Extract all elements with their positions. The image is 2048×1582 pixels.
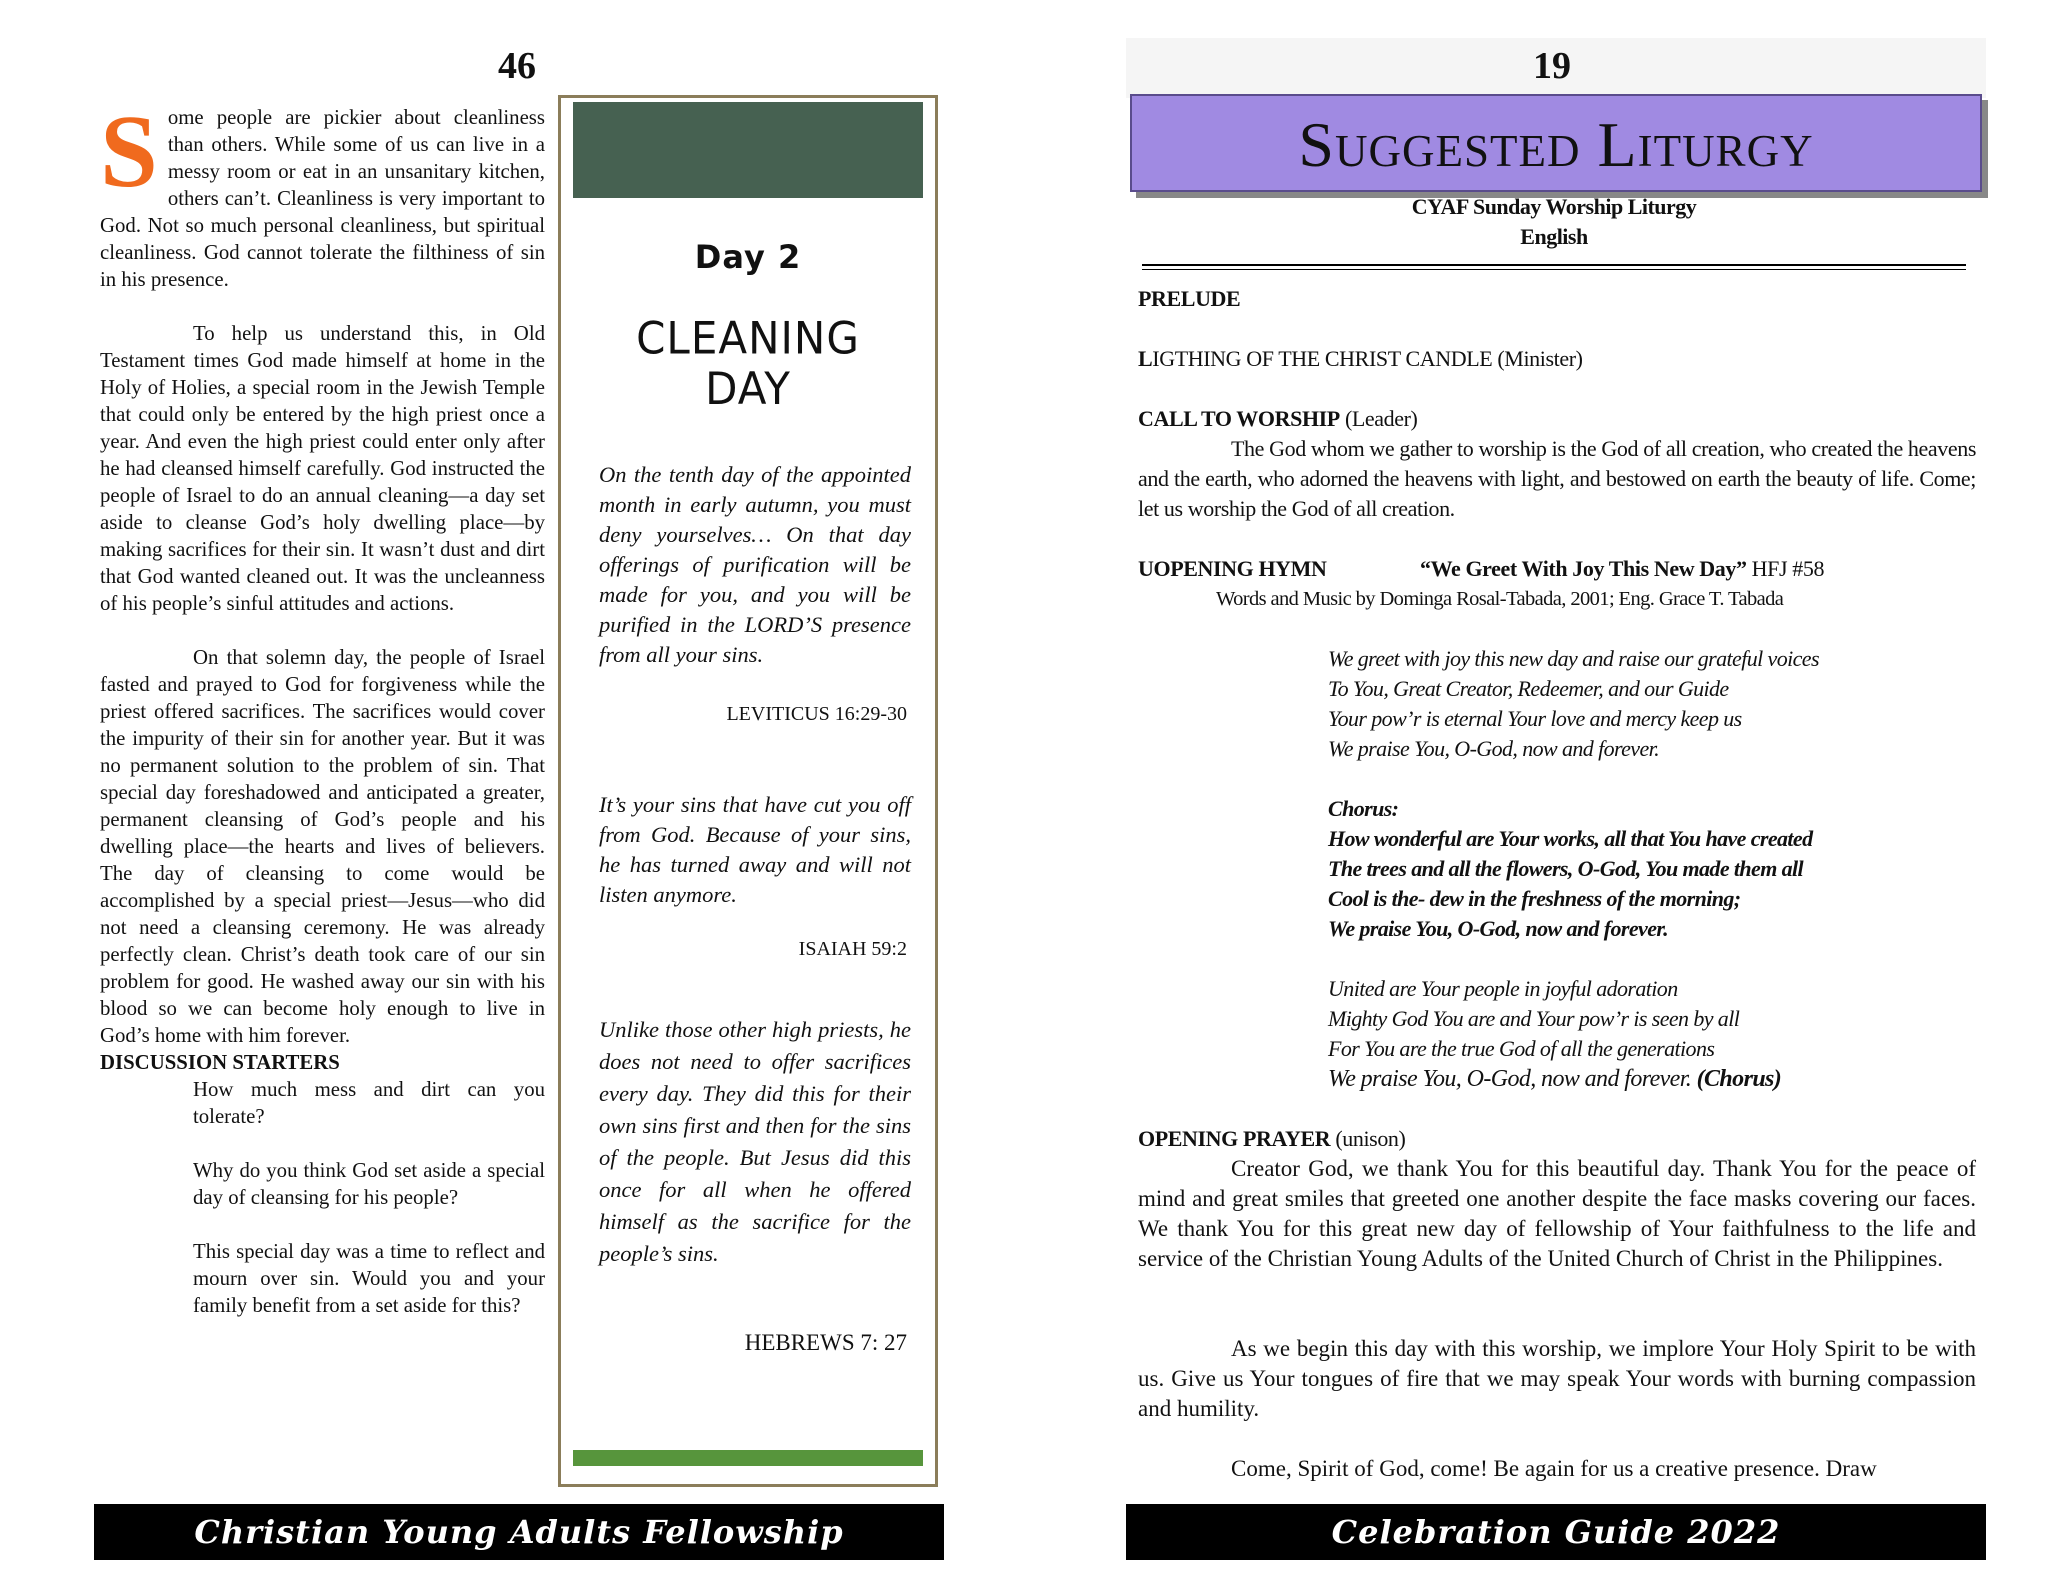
prelude-heading: PRELUDE (1138, 286, 1241, 311)
article-paragraph: To help us understand this, in Old Testament times God made himself at home in the Holy of Holies, a special room in the Jewish Temple that could only be entered by the high priest once a year. And even the high priest could enter only after he had cleansed himself carefully. God instructed the people of Israel to do an annual cleaning—a day set aside to cleanse God’s holy dwelling place—by making sacrifices for their sin. It wasn’t dust and dirt that God wanted cleaned out. It was the uncleanness of his people’s sinful attitudes and actions. (100, 322, 545, 615)
lyric-line: We praise You, O-God, now and forever. (1328, 916, 1669, 941)
prayer-paragraph: As we begin this day with this worship, we implore Your Holy Spirit to be with us. Give us Your tongues of fire that we may speak Your words with burning compassion and humility. (1138, 1336, 1976, 1421)
scripture-reference: LEVITICUS 16:29-30 (726, 703, 907, 725)
intro-text: ome people are pickier about cleanliness than others. While some of us can live in a messy room or eat in an unsanitary kitchen, others can’t. Cleanliness is very important to God. Not so much personal cleanliness, but spiritual cleanliness. God cannot tolerate the filthiness of sin in his presence. (100, 106, 545, 291)
scripture-reference: HEBREWS 7: 27 (744, 1330, 907, 1355)
sidebar-title (561, 314, 935, 415)
lyric-line: Your pow’r is eternal Your love and mercy keep us (1328, 706, 1742, 731)
right-footer-banner: Celebration Guide 2022 (1126, 1504, 1986, 1560)
call-to-worship-role: (Leader) (1339, 406, 1418, 431)
scripture-quote: Unlike those other high priests, he does not need to offer sacrifices every day. They did this for their own sins first and then for the sins of the people. But Jesus did this once for all when he offered himself as the sacrifice for the people’s sins. (599, 1017, 911, 1266)
sidebar-header-band (573, 102, 923, 198)
sidebar-title-line: CLEANING (636, 312, 860, 364)
lyric-line: Cool is the- dew in the freshness of the morning; (1328, 886, 1741, 911)
opening-prayer-role: (unison) (1330, 1126, 1406, 1151)
discussion-heading: DISCUSSION STARTERS (100, 1051, 340, 1074)
opening-prayer-heading-line (1138, 1124, 1976, 1154)
divider-rule (1142, 264, 1966, 266)
hymn-chorus (1328, 794, 1948, 944)
scripture-quote: It’s your sins that have cut you off from God. Because of your sins, he has turned away and will not listen anymore. (599, 792, 911, 907)
left-footer-banner: Christian Young Adults Fellowship (94, 1504, 944, 1560)
liturgy-subtitle: CYAF Sunday Worship Liturgy (1411, 194, 1697, 219)
candle-lighting-text: IGTHING OF THE CHRIST CANDLE (Minister) (1152, 346, 1583, 371)
hymn-verse-1 (1328, 644, 1948, 764)
discussion-question: How much mess and dirt can you tolerate? (193, 1078, 545, 1128)
hymn-verse-2 (1328, 974, 1948, 1094)
opening-prayer-heading: OPENING PRAYER (1138, 1126, 1331, 1151)
prayer-paragraph: Creator God, we thank You for this beautiful day. Thank You for the peace of mind and great smiles that greeted one another despite the face masks covering our faces. We thank You for this great new day of fellowship of Your faithfulness to the life and service of the Christian Young Adults of the United Church of Christ in the Philippines. (1138, 1156, 1976, 1271)
liturgy-language: English (1520, 224, 1588, 249)
call-to-worship-heading: CALL TO WORSHIP (1138, 406, 1340, 431)
lyric-line: The trees and all the flowers, O-God, You made them all (1328, 856, 1804, 881)
sidebar-footer-band (573, 1450, 923, 1466)
liturgy-title: Suggested Liturgy (1130, 94, 1982, 192)
candle-lighting-initial: L (1138, 346, 1153, 371)
scripture-sidebar (558, 95, 938, 1487)
drop-cap: S (100, 94, 158, 209)
left-article (100, 94, 545, 1346)
discussion-question: Why do you think God set aside a special day of cleansing for his people? (193, 1159, 545, 1209)
intro-paragraph (100, 94, 545, 293)
divider-rule (1142, 269, 1966, 270)
lyric-line: For You are the true God of all the generations (1328, 1036, 1715, 1061)
chorus-reference: (Chorus) (1696, 1066, 1782, 1092)
hymn-number: HFJ #58 (1746, 556, 1825, 581)
left-page-number: 46 (498, 45, 536, 87)
call-to-worship-heading-line (1138, 404, 1976, 434)
hymn-heading: UOPENING HYMN (1138, 556, 1327, 581)
hymn-heading-line (1138, 554, 1976, 584)
chorus-label: Chorus: (1328, 796, 1399, 821)
lyric-line: How wonderful are Your works, all that You have created (1328, 826, 1813, 851)
lyric-line: Mighty God You are and Your pow’r is seen by all (1328, 1006, 1740, 1031)
right-page-number: 19 (1533, 45, 1571, 87)
lyric-line: United are Your people in joyful adoration (1328, 976, 1678, 1001)
call-to-worship-text: The God whom we gather to worship is the God of all creation, who created the heavens and the earth, who adorned the heavens with light, and bestowed on earth the beauty of life. Come; let us worship the God of all creation. (1138, 436, 1976, 521)
scripture-reference: ISAIAH 59:2 (798, 938, 907, 960)
discussion-question: This special day was a time to reflect and mourn over sin. Would you and your family benefit from a set aside for this? (193, 1240, 545, 1317)
lyric-line (1328, 1064, 1948, 1094)
hymn-title: “We Greet With Joy This New Day” (1420, 556, 1747, 581)
scripture-quote: On the tenth day of the appointed month in early autumn, you must deny yourselves… On that day offerings of purification will be made for you, and you will be purified in the LORD’S presence from all your sins. (599, 462, 911, 667)
prayer-paragraph: Come, Spirit of God, come! Be again for us a creative presence. Draw (1231, 1456, 1877, 1481)
lyric-line: To You, Great Creator, Redeemer, and our Guide (1328, 676, 1729, 701)
lyric-line: We greet with joy this new day and raise our grateful voices (1328, 646, 1819, 671)
sidebar-title-line: DAY (705, 362, 791, 415)
hymn-title-line (1420, 554, 1824, 584)
lyric-text: We praise You, O-God, now and forever. (1328, 1066, 1692, 1092)
hymn-credit: Words and Music by Dominga Rosal-Tabada, 2001; Eng. Grace T. Tabada (1216, 588, 1784, 610)
candle-lighting-line (1138, 344, 1976, 374)
article-paragraph: On that solemn day, the people of Israel fasted and prayed to God for forgiveness while the priest offered sacrifices. The sacrifices would cover the impurity of their sin for another year. But it was no permanent solution to the problem of sin. That special day foreshadowed and anticipated a greater, permanent cleansing of God’s people and his dwelling place—the hearts and lives of believers. The day of cleansing to come would be accomplished by a special priest—Jesus—who did not need a cleansing ceremony. He was already perfectly clean. Christ’s death took care of our sin problem for good. He washed away our sin with his blood so we can become holy enough to live in God’s home with him forever. (100, 646, 545, 1047)
lyric-line: We praise You, O-God, now and forever. (1328, 736, 1660, 761)
day-label: Day 2 (694, 238, 802, 276)
